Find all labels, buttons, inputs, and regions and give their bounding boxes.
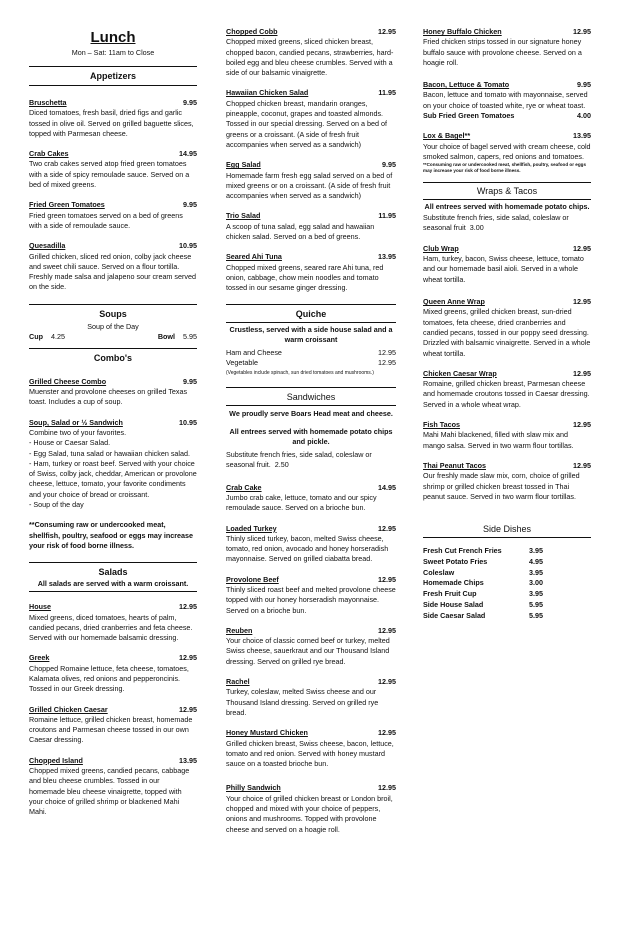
menu-item: Hawaiian Chicken Salad 11.95 Chopped chicken breast, mandarin oranges, pineapple, coconut, grapes and toasted almonds. Tossed in our special dressing. Served on a bed of greens or a croissant. (A side of fresh fruit accompanies when served as a sandwich) xyxy=(226,88,396,149)
menu-item: Chicken Caesar Wrap 12.95 Romaine, grilled chicken breast, Parmesan cheese and homemade croutons tossed in Caesar dressing. Served in a whole wheat wrap. xyxy=(423,368,591,409)
soup-prices: Cup 4.25 Bowl 5.95 xyxy=(29,331,197,341)
menu-item: Reuben 12.95 Your choice of classic corned beef or turkey, melted Swiss cheese, sauerkraut and our Thousand Island dressing. Served on grilled rye bread. xyxy=(226,625,396,666)
menu-item: Grilled Cheese Combo 9.95 Muenster and provolone cheeses on grilled Texas toast. Includes a cup of soup. xyxy=(29,376,197,407)
soup-subtitle: Soup of the Day xyxy=(87,321,139,331)
menu-column-middle xyxy=(226,0,396,835)
menu-title: Lunch xyxy=(90,29,136,46)
menu-item: Bruschetta 9.95 Diced tomatoes, fresh basil, dried figs and garlic tossed in olive oil. Served on grilled baguette slices, topped with Parmesan cheese. xyxy=(29,98,197,138)
menu-item: Chopped Cobb 12.95 Chopped mixed greens, sliced chicken breast, chopped bacon, candied pecans, strawberries, hard-boiled egg and bleu cheese crumbles. Served with a side of our balsamic vinaigrette. xyxy=(226,27,396,78)
food-safety-warning: **Consuming raw or undercooked meat, shellfish, poultry, seafood or eggs may increase your risk of food borne illness. xyxy=(29,520,194,550)
section-heading-salads: Salads xyxy=(29,562,197,577)
menu-item: House 12.95 Mixed greens, diced tomatoes, hearts of palm, candied pecans, dried cranberries and feta cheese. Served with our homemade balsamic dressing. xyxy=(29,602,197,643)
menu-item: Fish Tacos 12.95 Mahi Mahi blackened, filled with slaw mix and mango salsa. Served in two warm flour tortillas. xyxy=(423,420,591,450)
menu-item: Honey Buffalo Chicken 12.95 Fried chicken strips tossed in our signature honey buffalo sauce with provolone cheese. Served on a hoagie roll. xyxy=(423,27,591,67)
menu-item: Honey Mustard Chicken 12.95 Grilled chicken breast, Swiss cheese, bacon, lettuce, tomato and red onion. Served with honey mustard sauce on a toasted brioche bun. xyxy=(226,728,396,769)
menu-column-right xyxy=(423,0,591,622)
menu-item: Crab Cakes 14.95 Two crab cakes served atop fried green tomatoes with a side of spicy remoulade sauce. Served on a bed of mixed greens. xyxy=(29,149,197,190)
sandwiches-subhead: We proudly serve Boars Head meat and cheese. xyxy=(229,408,393,418)
menu-item: Greek 12.95 Chopped Romaine lettuce, feta cheese, tomatoes, Kalamata olives, red onions and pepperoncinis. Tossed in our Greek dressing. xyxy=(29,653,197,694)
menu-item: Seared Ahi Tuna 13.95 Chopped mixed greens, seared rare Ahi tuna, red onion, cabbage, chow mein noodles and tomato tossed in our sesame ginger dressing. xyxy=(226,252,396,293)
menu-item: Crab Cake 14.95 Jumbo crab cake, lettuce, tomato and our spicy remoulade sauce. Served on a brioche bun. xyxy=(226,482,396,513)
menu-item: Club Wrap 12.95 Ham, turkey, bacon, Swiss cheese, lettuce, tomato and our homemade basil aioli. Served in a whole wheat tortilla. xyxy=(423,243,591,284)
menu-item: Egg Salad 9.95 Homemade farm fresh egg salad served on a bed of mixed greens or on a croissant. (A side of fresh fruit accompanies when served as a sandwich) xyxy=(226,160,396,201)
side-item: Side Caesar Salad 5.95 xyxy=(423,610,543,620)
divider xyxy=(423,537,591,538)
divider xyxy=(29,85,197,86)
menu-hours: Mon – Sat: 11am to Close xyxy=(71,48,155,57)
wraps-substitute: Substitute french fries, side salad, coleslaw or seasonal fruit 3.00 xyxy=(423,212,569,233)
section-heading-sandwiches: Sandwiches xyxy=(226,387,396,402)
divider xyxy=(29,591,197,592)
menu-item: Queen Anne Wrap 12.95 Mixed greens, grilled chicken breast, sun-dried tomatoes, feta cheese, dried cranberries and candied pecans, tossed in our poppy seed dressing. Drizzled with balsamic vinaigrette. Served in a whole wheat tortilla. xyxy=(423,297,591,358)
menu-item: Philly Sandwich 12.95 Your choice of grilled chicken breast or London broil, chopped and mixed with your choice of peppers, onions and mushrooms. Topped with provolone cheese and served on a hoagie roll. xyxy=(226,783,396,834)
side-item: Side House Salad 5.95 xyxy=(423,600,543,610)
side-item: Homemade Chips 3.00 xyxy=(423,578,543,588)
menu-item: Rachel 12.95 Turkey, coleslaw, melted Swiss cheese and our Thousand Island dressing. Served on grilled rye bread. xyxy=(226,677,396,717)
side-item: Coleslaw 3.95 xyxy=(423,567,543,577)
quiche-subhead: Crustless, served with a side house salad and a warm croissant xyxy=(229,324,393,344)
menu-column-left xyxy=(29,0,197,818)
food-safety-warning-small: **Consuming raw or undercooked meat, shellfish, poultry, seafood or eggs may increase your risk of food borne illness. xyxy=(423,162,587,174)
menu-item: Bacon, Lettuce & Tomato 9.95 Bacon, lettuce and tomato with mayonnaise, served on your choice of toasted white, rye or wheat toast. Sub Fried Green Tomatoes 4.00 xyxy=(423,80,591,121)
menu-item: Lox & Bagel** 13.95 Your choice of bagel served with cream cheese, cold smoked salmon, capers, red onions and tomatoes. **Consuming raw or undercooked meat, shellfish, poultry, seafood or eggs may increase your risk of food borne illness. xyxy=(423,131,591,174)
section-heading-soups: Soups xyxy=(29,304,197,319)
sides-list xyxy=(423,546,591,622)
wraps-subhead: All entrees served with homemade potato chips. xyxy=(424,201,590,211)
side-item: Fresh Fruit Cup 3.95 xyxy=(423,589,543,599)
divider xyxy=(423,199,591,200)
menu-item: Grilled Chicken Caesar 12.95 Romaine lettuce, grilled chicken breast, homemade croutons and Parmesan cheese tossed in our own Caesar dressing. xyxy=(29,704,197,745)
menu-item: Fried Green Tomatoes 9.95 Fried green tomatoes served on a bed of greens with a side of remoulade sauce. xyxy=(29,200,197,230)
quiche-option: Vegetable 12.95 xyxy=(226,357,396,367)
menu-item: Loaded Turkey 12.95 Thinly sliced turkey, bacon, melted Swiss cheese, tomato, red onion, avocado and honey horseradish mayonnaise. Served on grilled ciabatta bread. xyxy=(226,523,396,564)
menu-item: Trio Salad 11.95 A scoop of tuna salad, egg salad and hawaiian chicken salad. Served on a bed of greens. xyxy=(226,211,396,242)
menu-item: Provolone Beef 12.95 Thinly sliced roast beef and melted provolone cheese topped with our honey horseradish mayonnaise. Served on a brioche bun. xyxy=(226,574,396,615)
section-heading-appetizers: Appetizers xyxy=(29,66,197,81)
sandwiches-substitute: Substitute french fries, side salad, coleslaw or seasonal fruit. 2.50 xyxy=(226,449,372,470)
menu-item: Thai Peanut Tacos 12.95 Our freshly made slaw mix, corn, choice of grilled shrimp or grilled chicken breast tossed in Thai peanut sauce. Served in two warm flour tortillas. xyxy=(423,460,591,501)
section-heading-wraps: Wraps & Tacos xyxy=(476,185,538,196)
sub-fried-green-tomatoes: Sub Fried Green Tomatoes 4.00 xyxy=(423,111,591,121)
divider xyxy=(226,322,396,323)
section-heading-combos: Combo's xyxy=(29,348,197,363)
side-item: Fresh Cut French Fries 3.95 xyxy=(423,546,543,556)
menu-item: Quesadilla 10.95 Grilled chicken, sliced red onion, colby jack cheese and sweet chili sauce. Served on a flour tortilla. Freshly made salsa and jalapeno sour cream served on the side. xyxy=(29,241,197,292)
menu-item: Soup, Salad or ½ Sandwich 10.95 Combine two of your favorites. - House or Caesar Salad. - Egg Salad, tuna salad or hawaiian chicken salad. - Ham, turkey or roast beef. Served with your choice of Swiss, colby jack, cheddar, American or provolone cheese, lettuce, tomato, your favorite condiments and your choice of bread or croissant. - Soup of the day xyxy=(29,417,197,510)
divider xyxy=(226,405,396,406)
section-heading-quiche: Quiche xyxy=(226,304,396,319)
salads-subhead: All salads are served with a warm croissant. xyxy=(37,579,189,589)
section-heading-sides: Side Dishes xyxy=(482,524,532,535)
menu-item: Chopped Island 13.95 Chopped mixed greens, candied pecans, cabbage and bleu cheese crumbles. Tossed in our homemade bleu cheese vinaigrette, topped with your choice of grilled shrimp or blackened Mahi Mahi. xyxy=(29,755,197,817)
side-item: Sweet Potato Fries 4.95 xyxy=(423,556,543,566)
quiche-note: (Vegetables include spinach, sun dried tomatoes and mushrooms.) xyxy=(226,370,374,377)
quiche-option: Ham and Cheese 12.95 xyxy=(226,347,396,357)
sandwiches-subhead-chips: All entrees served with homemade potato chips and pickle. xyxy=(229,426,393,446)
